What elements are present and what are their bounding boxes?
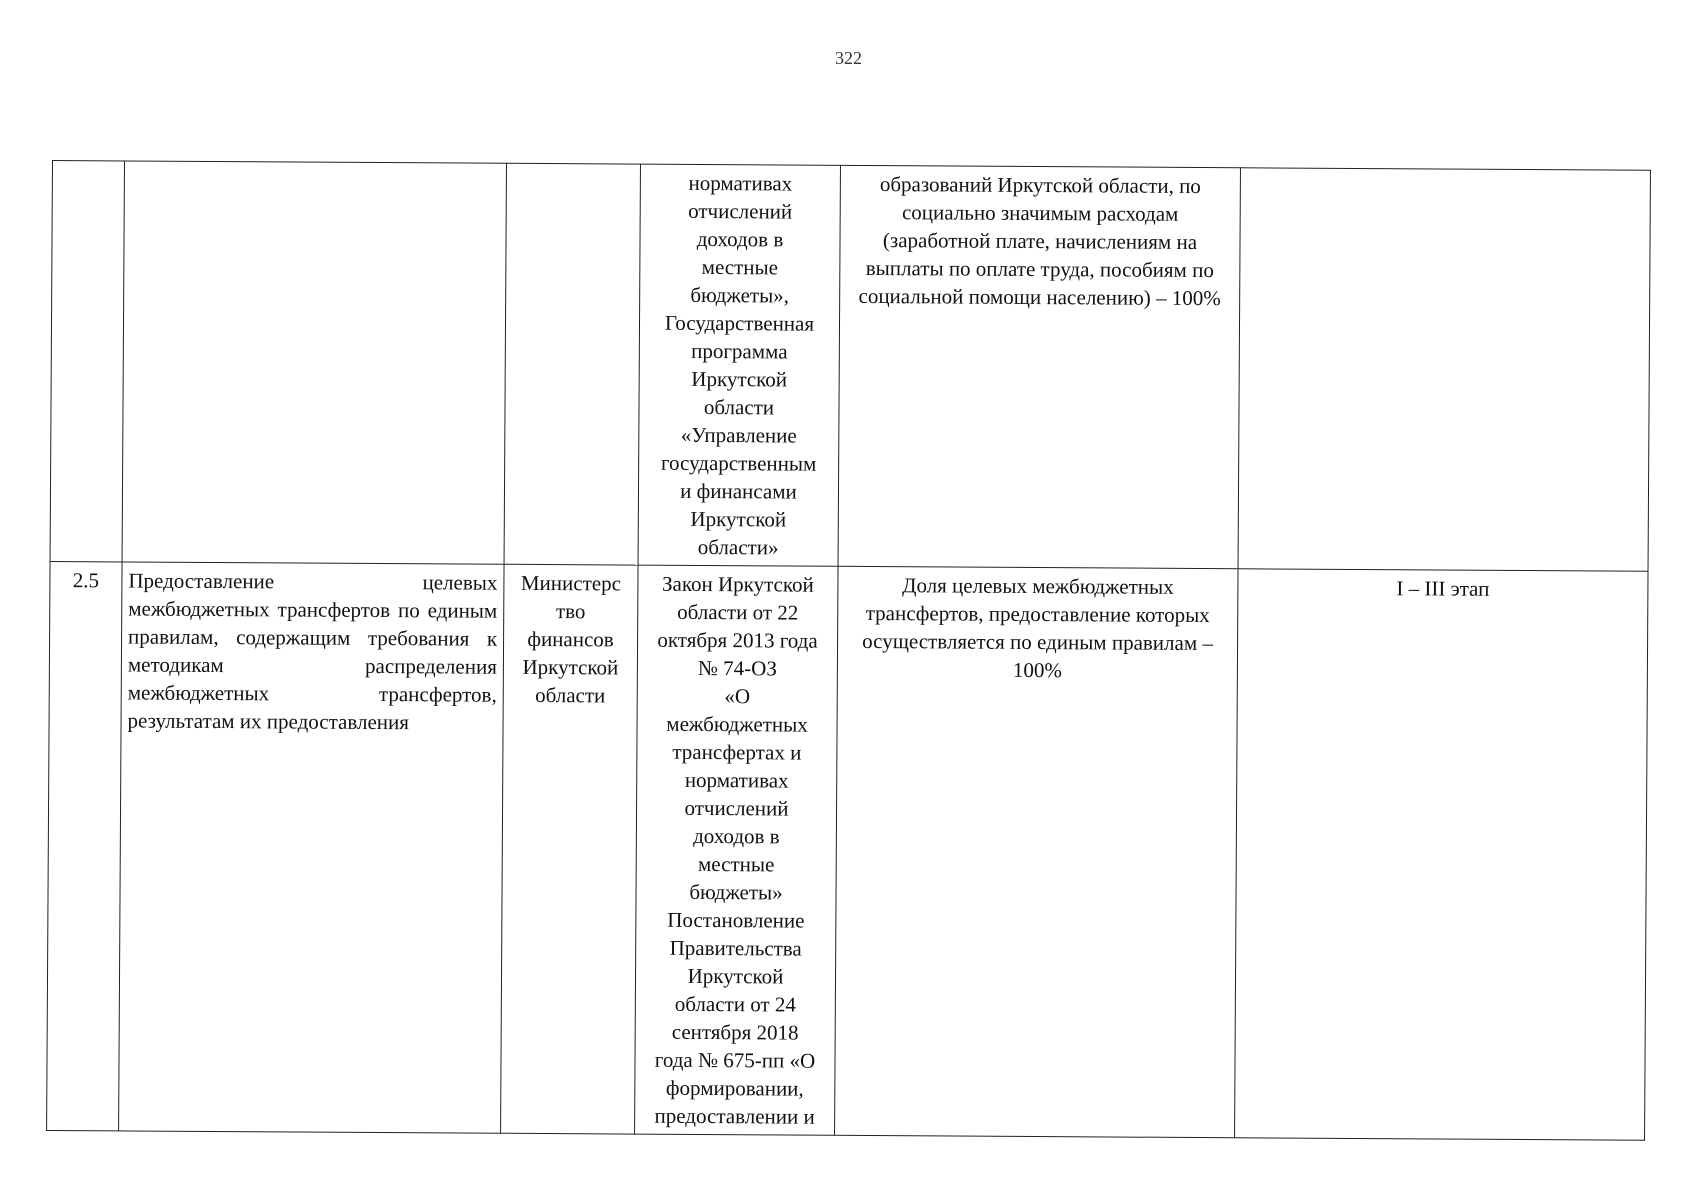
- cell-measure: [122, 161, 506, 564]
- cell-stage: I – III этап: [1235, 569, 1648, 1140]
- cell-number: 2.5: [47, 561, 122, 1130]
- cell-legal-basis: Закон Иркутской области от 22 октября 2013 года № 74-ОЗ «О межбюджетных трансфертах и нормативах отчислений доходов в местные бюджеты» Постановление Правительства Иркутской области от 24 сентября 2018 года № 675-пп «О формировании, предоставлении и: [635, 565, 838, 1135]
- cell-executor: [504, 163, 640, 565]
- cell-number: [50, 161, 124, 562]
- table-row-2-5: [47, 561, 1648, 1140]
- cell-executor: Министерс тво финансов Иркутской области: [501, 564, 638, 1134]
- cell-stage: [1238, 168, 1650, 571]
- cell-indicator: Доля целевых межбюджетных трансфертов, предоставление которых осуществляется по единым правилам – 100%: [835, 566, 1238, 1137]
- cell-indicator: образований Иркутской области, по социально значимым расходам (заработной плате, начислениям на выплаты по оплате труда, пособиям по социальной помощи населению) – 100%: [838, 165, 1240, 568]
- page-number: 322: [835, 48, 862, 68]
- measures-table: [46, 160, 1651, 1141]
- table-row-continuation: [50, 161, 1650, 572]
- cell-measure: Предоставление целевых межбюджетных трансфертов по единым правилам, содержащим требования к методикам распределения межбюджетных трансфертов, результатам их предоставления: [119, 562, 504, 1133]
- cell-legal-basis: нормативах отчислений доходов в местные бюджеты», Государственная программа Иркутской области «Управление государственным и финансами Иркутской области»: [638, 164, 840, 566]
